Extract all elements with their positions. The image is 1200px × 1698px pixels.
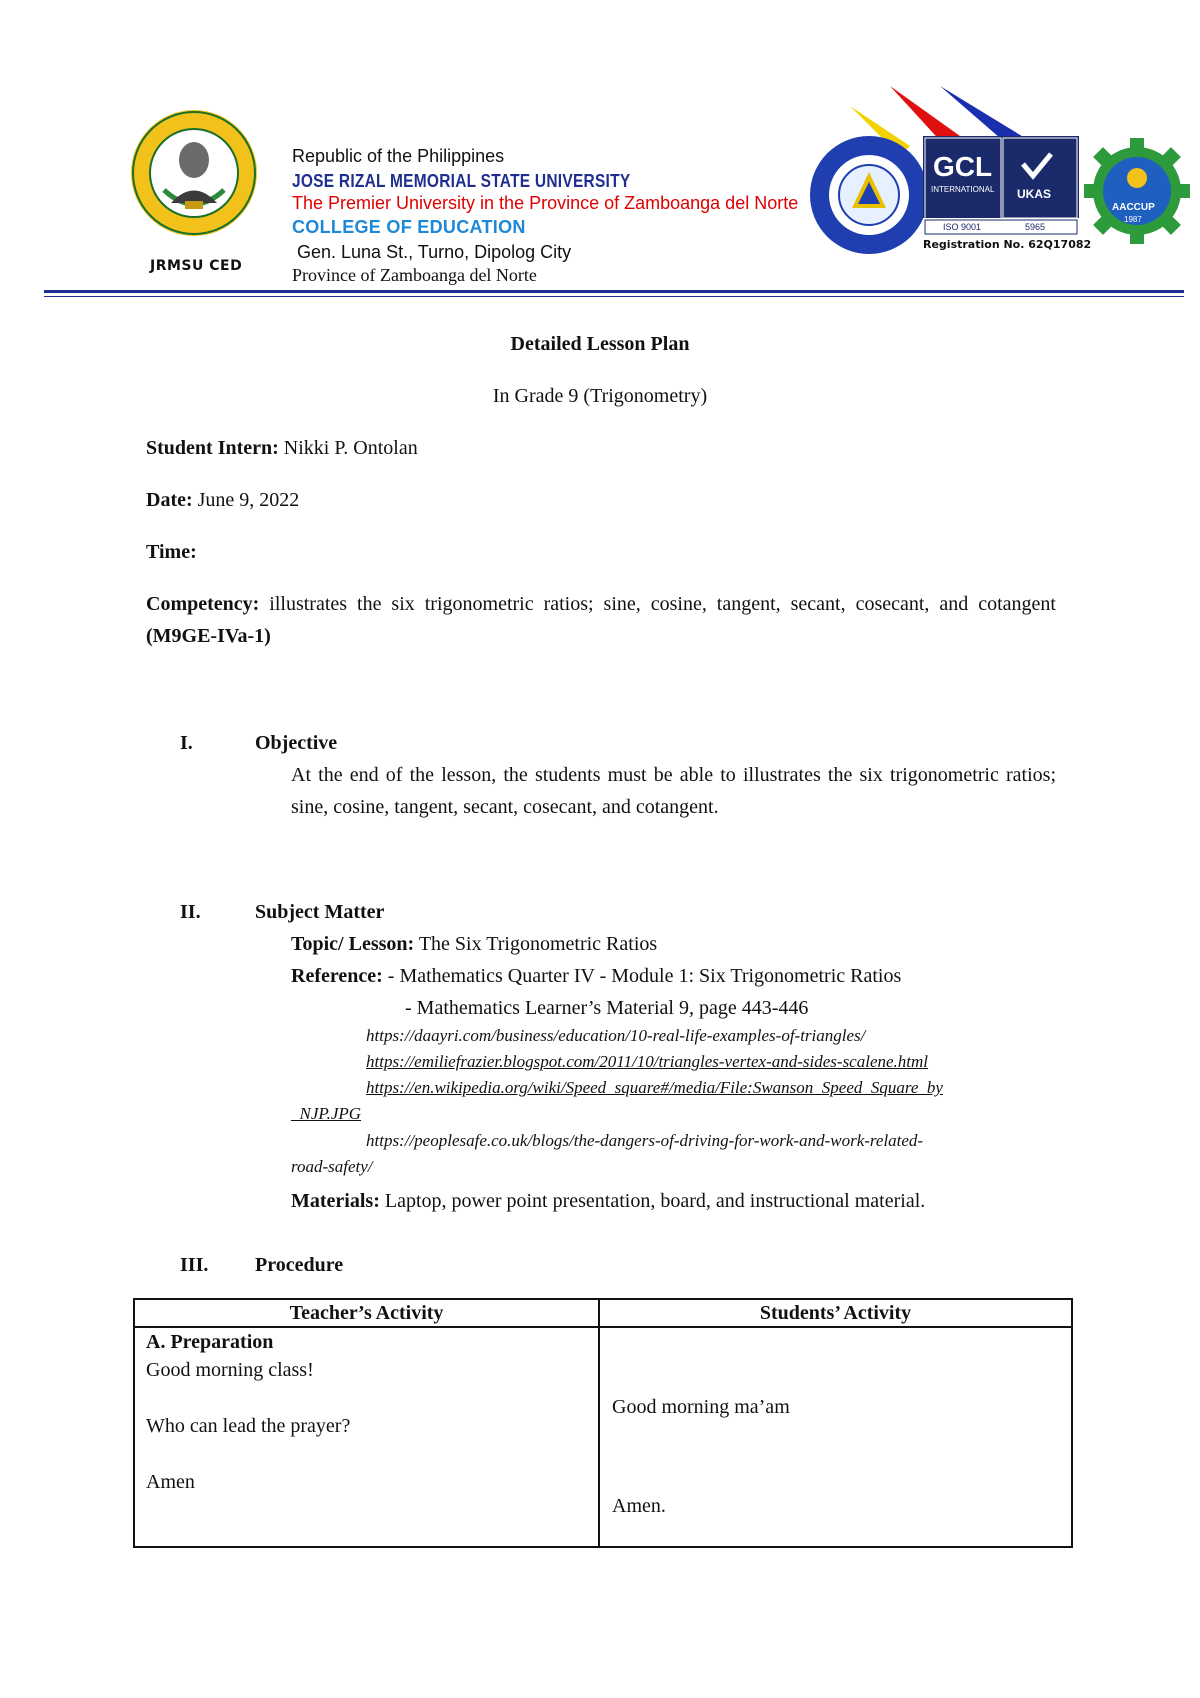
header-university: JOSE RIZAL MEMORIAL STATE UNIVERSITY	[292, 171, 631, 191]
date-label: Date:	[146, 489, 193, 511]
reference-link[interactable]: https://en.wikipedia.org/wiki/Speed_square#/media/File:Swanson_Speed_Square_by	[366, 1078, 943, 1097]
svg-text:GCL: GCL	[933, 151, 993, 182]
section-number: II.	[180, 901, 201, 923]
header-rule	[44, 290, 1184, 293]
section-title-subject-matter: Subject Matter	[255, 901, 385, 923]
header-rule-thin	[44, 296, 1184, 297]
svg-text:INTERNATIONAL: INTERNATIONAL	[931, 185, 995, 194]
svg-text:1987: 1987	[1124, 215, 1142, 224]
student-activity-line: Amen.	[612, 1495, 666, 1517]
header-premier: The Premier University in the Province of Zamboanga del Norte	[292, 193, 799, 213]
teacher-activity-line: Who can lead the prayer?	[146, 1415, 351, 1437]
topic-label: Topic/ Lesson:	[291, 933, 415, 955]
document-subtitle: In Grade 9 (Trigonometry)	[492, 385, 708, 407]
teacher-activity-line: Amen	[146, 1471, 195, 1493]
student-intern-field	[146, 432, 418, 464]
time-label: Time:	[146, 541, 197, 563]
svg-text:AACCUP: AACCUP	[1112, 202, 1155, 213]
reference-value-1: - Mathematics Quarter IV - Module 1: Six Trigonometric Ratios	[382, 965, 902, 987]
document-title: Detailed Lesson Plan	[510, 333, 690, 355]
materials-field	[291, 1185, 1056, 1217]
materials-label: Materials:	[291, 1190, 380, 1212]
college-of-education-logo	[808, 134, 930, 256]
reference-field	[291, 960, 901, 992]
student-intern-label: Student Intern:	[146, 437, 279, 459]
teacher-activity-heading: A. Preparation	[146, 1331, 274, 1353]
materials-value: Laptop, power point presentation, board, and instructional material.	[379, 1190, 926, 1212]
section-number: III.	[180, 1254, 209, 1276]
jrmsu-ced-label: JRMSU CED	[150, 258, 243, 274]
competency-code: (M9GE-IVa-1)	[146, 625, 271, 647]
competency-label: Competency:	[146, 593, 260, 615]
topic-value: The Six Trigonometric Ratios	[414, 933, 658, 955]
section-number: I.	[180, 732, 193, 754]
reference-link-continued[interactable]: road-safety/	[291, 1157, 373, 1176]
objective-text: At the end of the lesson, the students must be able to illustrates the six trigonometric ratios; sine, cosine, tangent, secant, cosecant, and cotangent.	[291, 764, 1056, 818]
student-intern-value: Nikki P. Ontolan	[278, 437, 418, 459]
header-republic: Republic of the Philippines	[292, 146, 505, 166]
section-title-objective: Objective	[255, 732, 338, 754]
reference-label: Reference:	[291, 965, 383, 987]
jrmsu-seal-logo	[129, 108, 259, 238]
student-activity-line: Good morning ma’am	[612, 1396, 790, 1418]
reference-link[interactable]: https://peoplesafe.co.uk/blogs/the-dangers-of-driving-for-work-and-work-related-	[366, 1131, 924, 1150]
competency-field	[146, 588, 1056, 652]
gcl-ukas-certification-logo	[923, 136, 1079, 236]
header-province: Province of Zamboanga del Norte	[292, 265, 537, 285]
svg-text:UKAS: UKAS	[1017, 187, 1052, 201]
teacher-activity-line: Good morning class!	[146, 1359, 314, 1381]
topic-field	[291, 928, 657, 960]
table-header-teacher: Teacher’s Activity	[289, 1302, 444, 1324]
aaccup-logo	[1082, 136, 1192, 246]
reference-link[interactable]: https://daayri.com/business/education/10-real-life-examples-of-triangles/	[366, 1026, 866, 1045]
reference-link-continued[interactable]: _NJP.JPG	[291, 1104, 362, 1123]
header-address: Gen. Luna St., Turno, Dipolog City	[297, 242, 572, 262]
svg-text:ISO 9001: ISO 9001	[943, 222, 982, 232]
table-header-students: Students’ Activity	[759, 1302, 912, 1324]
competency-value: illustrates the six trigonometric ratios; sine, cosine, tangent, secant, cosecant, and cotangent	[259, 593, 1056, 615]
time-field	[146, 536, 197, 568]
reference-link[interactable]: https://emiliefrazier.blogspot.com/2011/10/triangles-vertex-and-sides-scalene.html	[366, 1052, 929, 1071]
reference-value-2: - Mathematics Learner’s Material 9, page 443-446	[405, 997, 809, 1019]
registration-number: Registration No. 62Q17082	[923, 238, 1092, 251]
svg-text:5965: 5965	[1025, 222, 1046, 232]
date-value: June 9, 2022	[192, 489, 300, 511]
header-college: COLLEGE OF EDUCATION	[292, 217, 526, 237]
date-field	[146, 484, 299, 516]
section-title-procedure: Procedure	[255, 1254, 344, 1276]
table-column-divider	[598, 1298, 600, 1548]
